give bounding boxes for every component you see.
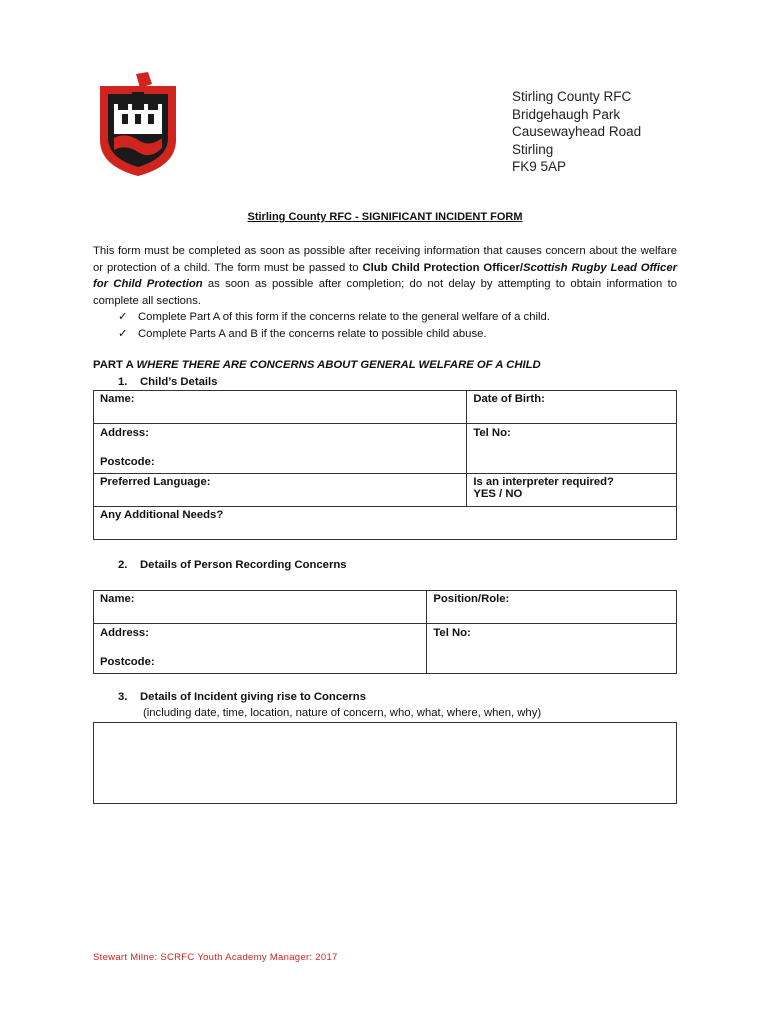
club-crest-logo: [92, 70, 184, 178]
form-title: Stirling County RFC - SIGNIFICANT INCIDENT FORM: [247, 211, 523, 223]
part-a-heading: PART A WHERE THERE ARE CONCERNS ABOUT GENERAL WELFARE OF A CHILD: [93, 359, 541, 371]
footer-note: Stewart Milne: SCRFC Youth Academy Manager: 2017: [93, 952, 338, 963]
club-address: [512, 88, 641, 176]
intro-bold: Club Child Protection Officer/: [362, 261, 523, 274]
additional-needs-field[interactable]: Any Additional Needs?: [94, 507, 677, 540]
check-icon: ✓: [118, 311, 128, 323]
intro-bold-italic: Scottish Rugby Lead Officer for Child Protection: [93, 261, 677, 291]
recorder-tel-field[interactable]: Tel No:: [427, 624, 677, 674]
intro-text: This form must be completed as soon as possible after receiving information that causes concern about the welfare or protection of a child. The form must be passed to: [93, 245, 677, 274]
checklist: [118, 309, 550, 342]
child-address-field[interactable]: Address: Postcode:: [94, 424, 467, 474]
child-dob-field[interactable]: Date of Birth:: [467, 391, 677, 424]
address-line: Stirling County RFC: [512, 89, 632, 104]
address-line: Stirling: [512, 141, 554, 157]
address-line: Causewayhead Road: [512, 124, 642, 140]
section-2-heading: 2. Details of Person Recording Concerns: [118, 559, 347, 571]
section-3-heading: 3. Details of Incident giving rise to Concerns: [118, 691, 366, 703]
recorder-details-table: [93, 590, 677, 674]
preferred-language-field[interactable]: Preferred Language:: [94, 474, 467, 507]
intro-paragraph: [93, 243, 677, 309]
checklist-item: ✓ Complete Parts A and B if the concerns relate to possible child abuse.: [118, 326, 550, 343]
childs-details-table: [93, 390, 677, 540]
child-name-field[interactable]: Name:: [94, 391, 467, 424]
address-line: Bridgehaugh Park: [512, 106, 621, 122]
incident-details-box[interactable]: [93, 722, 677, 804]
section-1-heading: 1. Child’s Details: [118, 376, 218, 388]
intro-text-end: as soon as possible after completion; do not delay by attempting to obtain information to complete all sections.: [93, 278, 677, 307]
check-icon: ✓: [118, 327, 128, 340]
checklist-item: ✓ Complete Part A of this form if the concerns relate to the general welfare of a child.: [118, 309, 550, 326]
recorder-name-field[interactable]: Name:: [94, 591, 427, 624]
recorder-address-field[interactable]: Address: Postcode:: [94, 624, 427, 674]
section-3-subtitle: (including date, time, location, nature of concern, who, what, where, when, why): [143, 707, 542, 719]
interpreter-field[interactable]: Is an interpreter required? YES / NO: [467, 474, 677, 507]
address-line: FK9 5AP: [512, 159, 567, 175]
child-tel-field[interactable]: Tel No:: [467, 424, 677, 474]
recorder-position-field[interactable]: Position/Role:: [427, 591, 677, 624]
